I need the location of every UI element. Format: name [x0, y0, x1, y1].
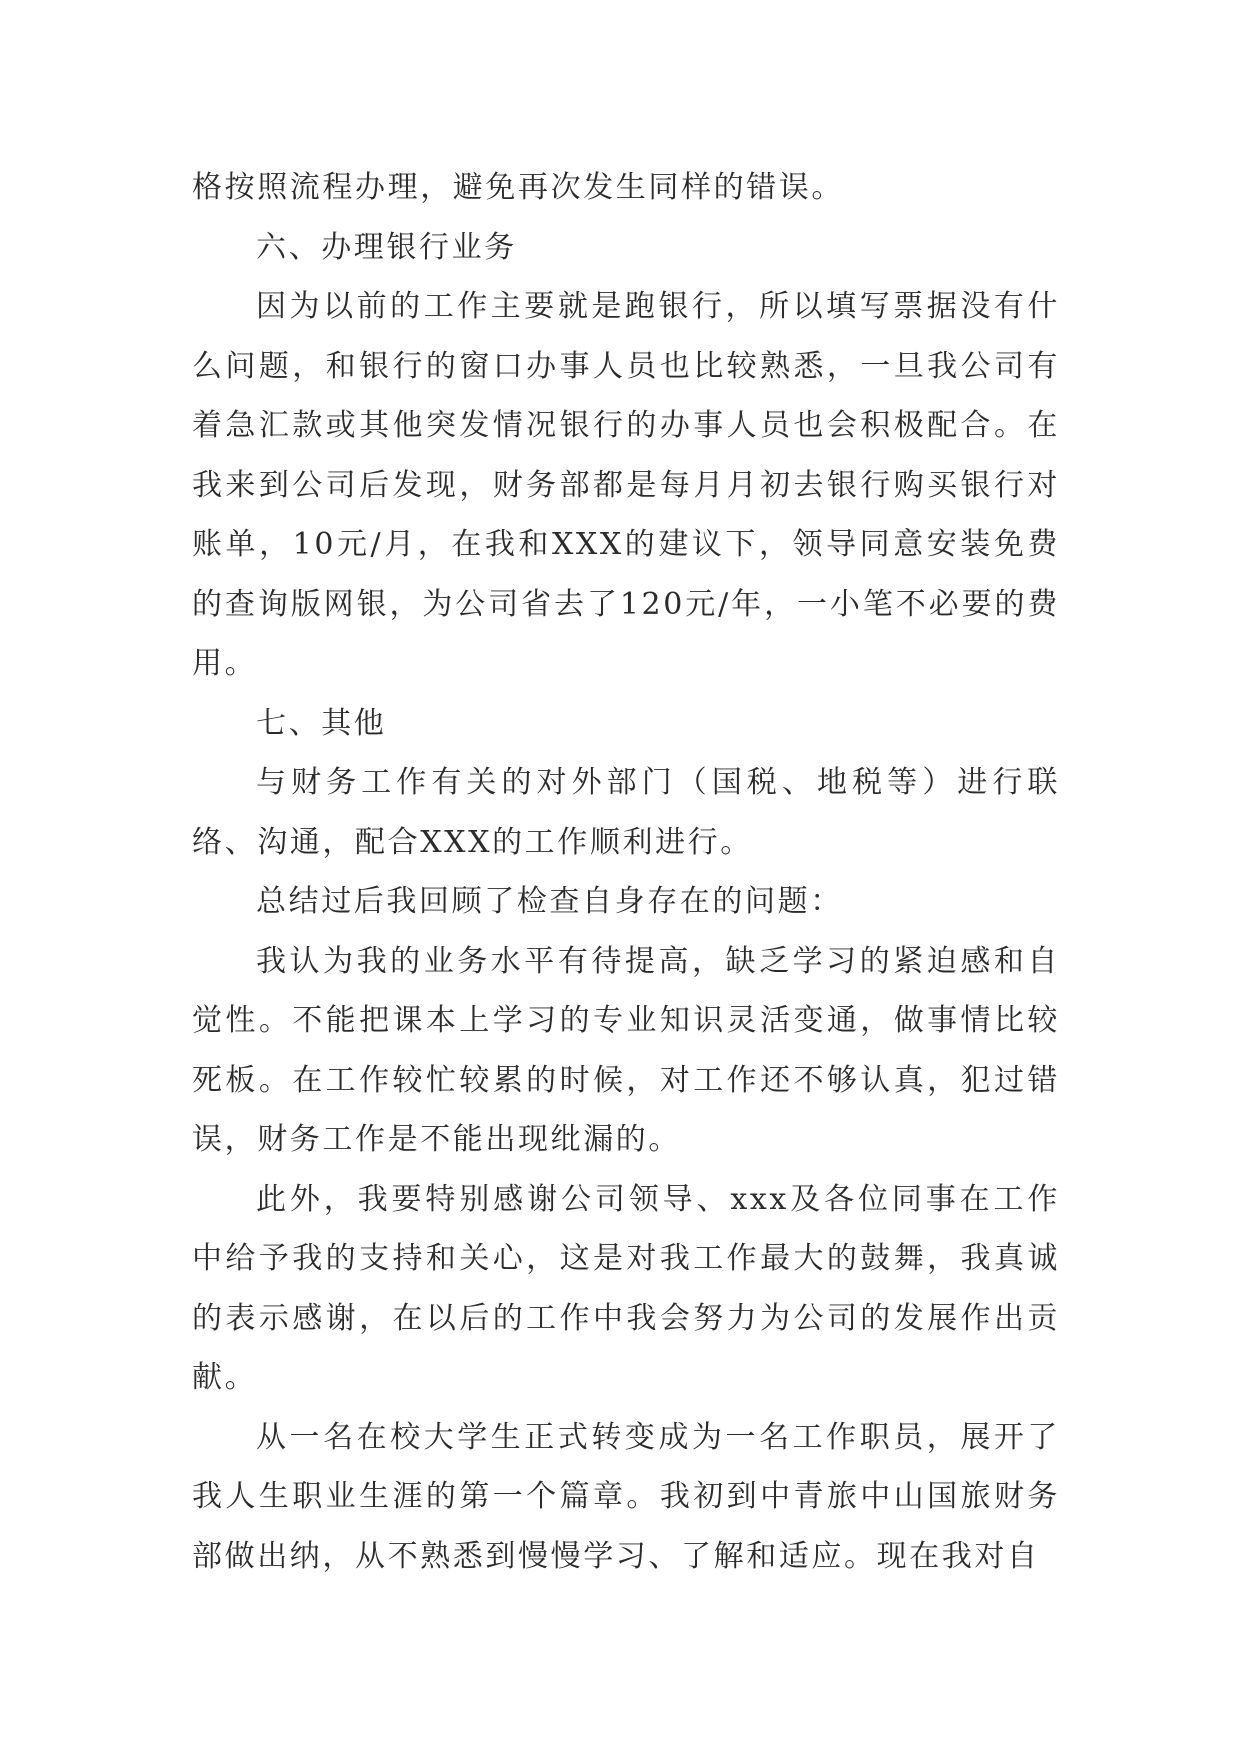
section-heading-other: 七、其他 [256, 705, 387, 741]
paragraph-self-assessment: 我认为我的业务水平有待提高，缺乏学习的紧迫感和自觉性。不能把课本上学习的专业知识灵活变通，做事情比较死板。在工作较忙较累的时候，对工作还不够认真，犯过错误，财务工作是不能出现纰漏的。 [192, 943, 1060, 1157]
paragraph-banking: 因为以前的工作主要就是跑银行，所以填写票据没有什么问题，和银行的窗口办事人员也比较熟悉，一旦我公司有着急汇款或其他突发情况银行的办事人员也会积极配合。在我来到公司后发现，财务部都是每月月初去银行购买银行对账单，10元/月，在我和XXX的建议下，领导同意安装免费的查询版网银，为公司省去了120元/年，一小笔不必要的费用。 [192, 289, 1060, 681]
section-heading-banking: 六、办理银行业务 [256, 229, 517, 265]
paragraph-other: 与财务工作有关的对外部门（国税、地税等）进行联络、沟通，配合XXX的工作顺利进行。 [192, 765, 1060, 860]
paragraph-thanks: 此外，我要特别感谢公司领导、xxx及各位同事在工作中给予我的支持和关心，这是对我工作最大的鼓舞，我真诚的表示感谢，在以后的工作中我会努力为公司的发展作出贡献。 [192, 1181, 1060, 1395]
paragraph-continuation: 格按照流程办理，避免再次发生同样的错误。 [192, 170, 844, 205]
paragraph-career-start: 从一名在校大学生正式转变成为一名工作职员，展开了我人生职业生涯的第一个篇章。我初到中青旅中山国旅财务部做出纳，从不熟悉到慢慢学习、了解和适应。现在我对自 [192, 1419, 1060, 1574]
document-body [192, 158, 1060, 1586]
paragraph-review-intro: 总结过后我回顾了检查自身存在的问题： [256, 884, 843, 919]
